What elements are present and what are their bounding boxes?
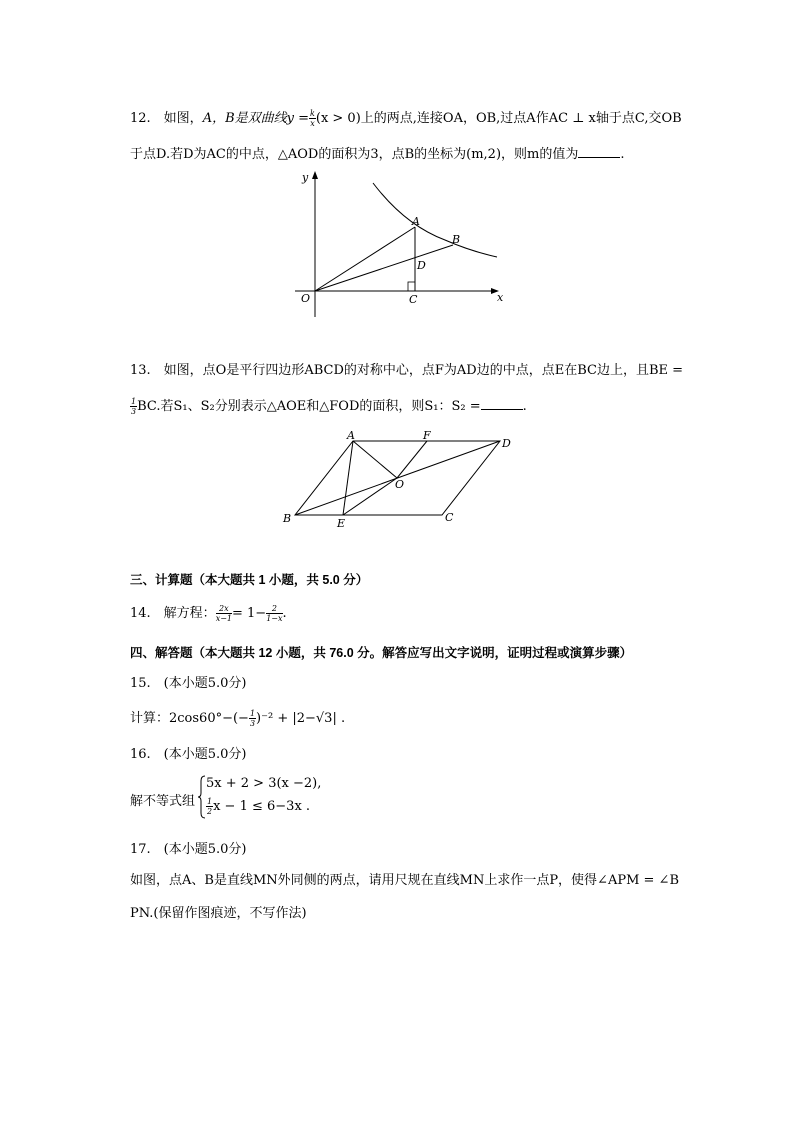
section-3-heading: 三、计算题（本大题共 1 小题，共 5.0 分）	[130, 573, 369, 587]
q12-text-d: (x > 0)上的两点,连接OA，OB,过点A作AC ⊥ x轴于点C,交OB	[315, 111, 682, 126]
q13-label-D: D	[502, 437, 511, 450]
q12-label-C: C	[409, 293, 418, 306]
q16-f-den: 2	[207, 807, 213, 816]
q13-line2-end: .	[522, 399, 527, 414]
q15-f-den: 3	[249, 719, 256, 728]
q13-line1-text: 13. 如图，点O是平行四边形ABCD的对称中心，点F为AD边的中点，点E在BC边上，且BE =	[130, 363, 684, 378]
q14-line	[130, 604, 287, 623]
q13-frac-den: 3	[131, 407, 137, 416]
q14-f2-den: 1−x	[266, 614, 283, 623]
q13-line2-text: BC.若S₁、S₂分别表示△AOE和△FOD的面积，则S₁：S₂ =	[137, 399, 481, 414]
q14-fraction-2	[266, 604, 282, 623]
q13-answer-blank[interactable]	[481, 397, 523, 410]
q13-label-E: E	[337, 517, 346, 530]
q14-f2-num: 2	[266, 604, 282, 614]
q12-label-B: B	[452, 233, 461, 246]
q14-prefix: 14. 解方程：	[130, 606, 216, 621]
q16-row1: 5x + 2 > 3(x −2),	[206, 776, 322, 791]
q12-frac-num: k	[310, 109, 315, 118]
q16-row2-wrap	[206, 797, 310, 816]
q12-line2-text: 于点D.若D为AC的中点，△AOD的面积为3，点B的坐标为(m,2)，则m的值为	[130, 147, 579, 162]
q13-figure	[275, 425, 525, 535]
q17-line2: PN.(保留作图痕迹，不写作法)	[130, 906, 307, 921]
q14-mid: = 1−	[232, 606, 267, 621]
q12-text-a: 12. 如图，	[130, 111, 203, 126]
q13-label-B: B	[283, 512, 292, 525]
q15-f-num: 1	[249, 709, 256, 718]
q15-prefix: 计算：2cos60°−(−	[130, 711, 249, 726]
q13-line2	[130, 397, 527, 416]
q12-text-b: A，B是双曲线	[202, 111, 287, 126]
q12-figure	[285, 165, 515, 325]
q16-row2: x − 1 ≤ 6−3x .	[213, 799, 311, 814]
q12-fraction	[309, 109, 316, 128]
q17-head: 17. (本小题5.0分)	[130, 842, 247, 857]
q15-fraction	[249, 709, 256, 728]
q17-line1: 如图，点A、B是直线MN外同侧的两点，请用尺规在直线MN上求作一点P，使得∠APM = ∠B	[130, 873, 680, 888]
q12-label-O: O	[301, 292, 311, 305]
q12-label-y: y	[302, 171, 309, 184]
q13-label-F: F	[423, 429, 431, 442]
q12-text-c: y =	[286, 111, 310, 126]
q12-line1	[130, 109, 682, 128]
q12-line2	[130, 145, 624, 164]
q12-frac-den: x	[310, 119, 315, 128]
q13-line1	[130, 362, 683, 380]
q12-label-x: x	[497, 291, 504, 304]
q12-label-D: D	[417, 259, 426, 272]
q13-label-O: O	[395, 478, 405, 491]
q16-brace	[198, 775, 206, 819]
q16-f-num: 1	[207, 797, 213, 806]
section-4-heading: 四、解答题（本大题共 12 小题，共 76.0 分。解答应写出文字说明，证明过程或演算步骤）	[130, 646, 633, 660]
q14-f1-num: 2x	[216, 604, 232, 614]
q15-suffix: )⁻² + |2−√3| .	[256, 711, 346, 726]
q16-head: 16. (本小题5.0分)	[130, 747, 247, 762]
q14-end: .	[282, 606, 287, 621]
q12-line2-end: .	[620, 147, 625, 162]
q14-fraction-1	[216, 604, 232, 623]
q13-label-C: C	[445, 511, 454, 524]
q13-frac-num: 1	[131, 397, 137, 406]
q16-prefix: 解不等式组	[130, 794, 196, 809]
q14-f1-den: x−1	[215, 614, 232, 623]
q13-label-A: A	[347, 429, 355, 442]
q12-label-A: A	[412, 215, 420, 228]
q15-line	[130, 709, 345, 728]
q12-answer-blank[interactable]	[578, 145, 620, 158]
q15-head: 15. (本小题5.0分)	[130, 676, 247, 691]
